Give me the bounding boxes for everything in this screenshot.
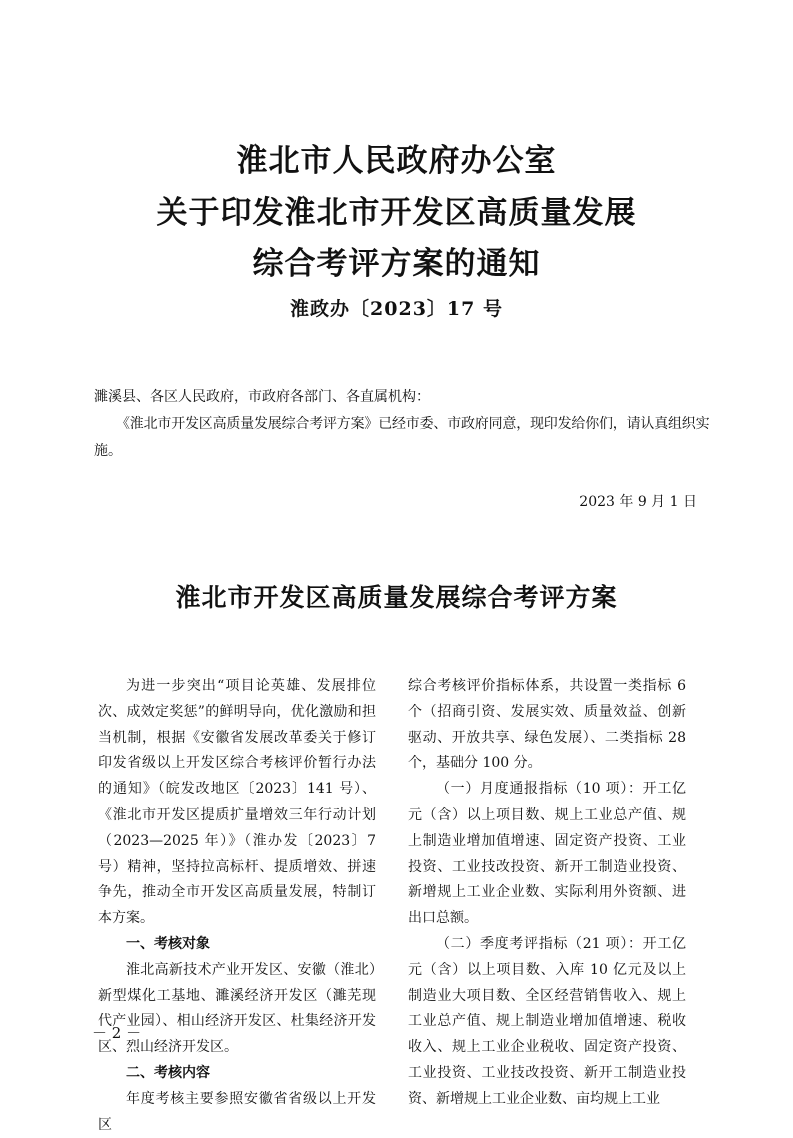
left-column	[98, 674, 376, 1138]
notice-body-line1: 《淮北市开发区高质量发展综合考评方案》已经市委、市政府同意，现印发给你们，请认真组织实	[116, 416, 710, 432]
addressee: 濉溪县、各区人民政府，市政府各部门、各直属机构：	[94, 389, 430, 405]
notice-title-line3: 综合考评方案的通知	[252, 246, 541, 282]
plan-title: 淮北市开发区高质量发展综合考评方案	[175, 583, 618, 612]
paragraph: 年度考核主要参照安徽省省级以上开发区	[98, 1090, 376, 1133]
section-heading: 二、考核内容	[126, 1064, 210, 1081]
paragraph: 淮北高新技术产业开发区、安徽（淮北）新型煤化工基地、濉溪经济开发区（濉芜现代产业园）、相山经济开发区、杜集经济开发区、烈山经济开发区。	[98, 961, 376, 1056]
notice-body-line2: 施。	[94, 443, 122, 459]
page-number: － 2 －	[92, 1024, 142, 1042]
notice-title-line1: 淮北市人民政府办公室	[236, 143, 557, 179]
issue-date: 2023 年 9 月 1 日	[579, 494, 697, 510]
section-heading: 一、考核对象	[126, 935, 210, 952]
paragraph: （一）月度通报指标（10 项）：开工亿元（含）以上项目数、规上工业总产值、规上制造业增加值增速、固定资产投资、工业投资、工业技改投资、新开工制造业投资、新增规上工业企业数、实际利用外资额、进出口总额。	[408, 781, 686, 927]
paragraph: （二）季度考评指标（21 项）：开工亿元（含）以上项目数、入库 10 亿元及以上制造业大项目数、全区经营销售收入、规上工业总产值、规上制造业增加值增速、税收收入、规上工业企业税收、固定资产投资、工业投资、工业技改投资、新开工制造业投资、新增规上工业企业数、亩均规上工业	[408, 935, 686, 1107]
notice-title-line2: 关于印发淮北市开发区高质量发展	[156, 195, 637, 231]
paragraph: 为进一步突出“项目论英雄、发展排位次、成效定奖惩”的鲜明导向，优化激励和担当机制，根据《安徽省发展改革委关于修订印发省级以上开发区综合考核评价暂行办法的通知》（皖发改地区〔2023〕141 号）、《淮北市开发区提质扩量增效三年行动计划（2023—2025 年）》（淮办发〔2023〕7 号）精神，坚持拉高标杆、提质增效、拼速争先，推动全市开发区高质量发展，特制订本方案。	[98, 678, 376, 927]
right-column	[408, 674, 686, 1113]
document-number: 淮政办〔2023〕17 号	[290, 298, 503, 320]
paragraph: 综合考核评价指标体系，共设置一类指标 6 个（招商引资、发展实效、质量效益、创新驱动、开放共享、绿色发展）、二类指标 28 个，基础分 100 分。	[408, 678, 686, 772]
